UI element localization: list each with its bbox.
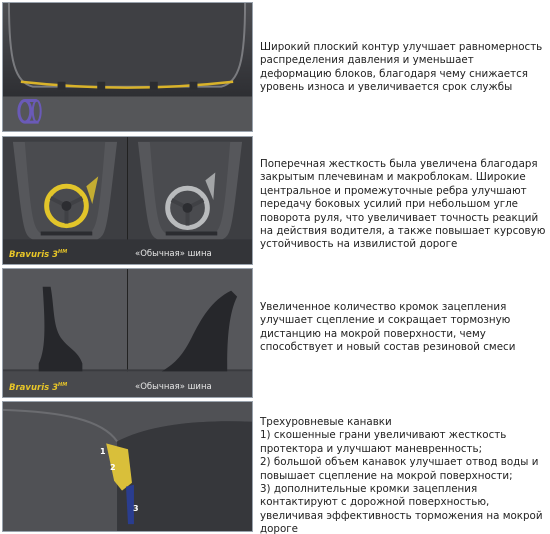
bravuris-caption: Bravuris $3^{HM}$ — [9, 249, 68, 260]
bravuris-caption: Bravuris $3^{HM}$ — [9, 382, 68, 393]
contour-description — [260, 41, 548, 95]
grooves-heading: Трехуровневые канавки — [260, 416, 392, 428]
ordinary-tire-caption: «Обычная» шина — [135, 249, 212, 259]
label-1: 1 — [100, 447, 106, 456]
stiffness-description — [260, 158, 548, 252]
grooves-item-2: 2) большой объем канавок улучшает отвод воды и повышает сцепление на мокрой поверхности; — [260, 456, 539, 482]
grip-description — [260, 301, 548, 355]
label-2: 2 — [110, 463, 116, 472]
three-level-grooves-image — [2, 401, 253, 532]
grip-description-text: Увеличенное количество кромок зацепления улучшает сцепление и сокращает тормозную дистанцию на мокрой поверхности, чему способствует и новый состав резиновой смеси — [260, 301, 516, 354]
ordinary-tire-caption: «Обычная» шина — [135, 382, 212, 392]
tire-footprint-icon — [3, 3, 252, 131]
steering-comparison-image — [2, 136, 253, 265]
grooves-item-3: 3) дополнительные кромки зацепления контактируют с дорожной поверхностью, увеличивая эффективность торможения на мокрой дороге — [260, 483, 543, 534]
label-3: 3 — [133, 504, 139, 513]
grooves-description — [260, 416, 548, 534]
tire-contour-image — [2, 2, 253, 132]
contour-description-text: Широкий плоский контур улучшает равномерность распределения давления и уменьшает деформацию блоков, благодаря чему снижается уровень износа и увеличивается срок службы — [260, 41, 543, 94]
grooves-item-1: 1) скошенные грани увеличивают жесткость протектора и улучшают маневренность; — [260, 429, 507, 455]
grip-edges-comparison-image — [2, 268, 253, 398]
stiffness-description-text: Поперечная жесткость была увеличена благодаря закрытым плечевинам и макроблокам. Широкие центральное и промежуточные ребра улучшают передачу боковых усилий при небольшом угле поворота руля, что увеличивает точность реакций на действия водителя, а также повышает курсовую устойчивость на извилистой дороге — [260, 158, 546, 251]
